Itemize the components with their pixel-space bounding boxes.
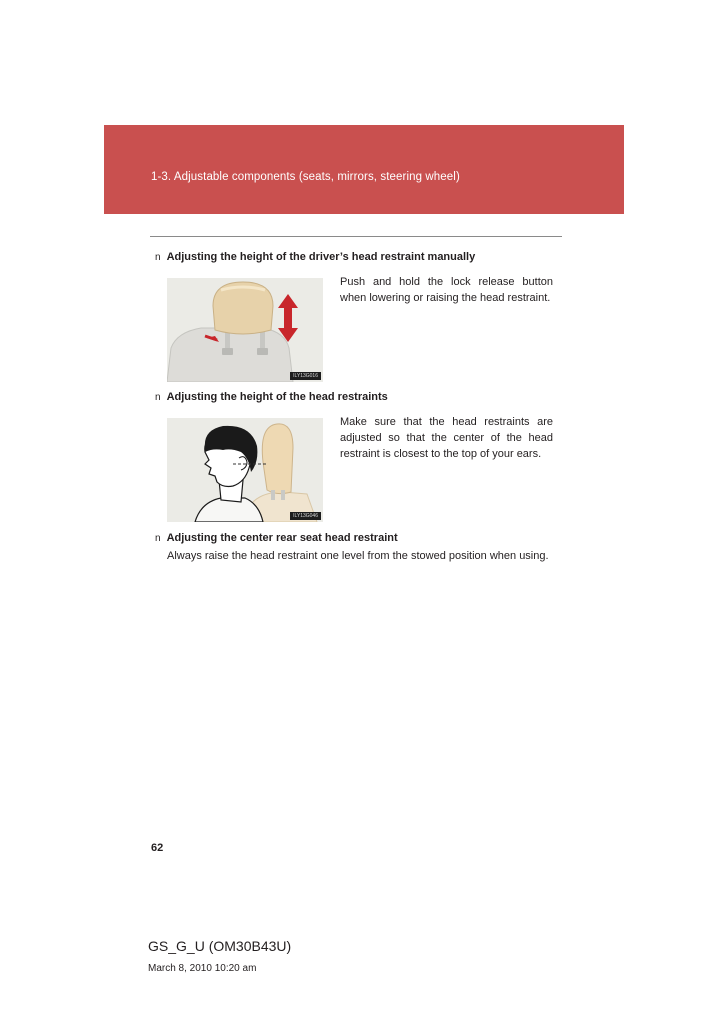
divider-line: [150, 236, 562, 237]
figure-code: ILY13G046: [290, 512, 321, 520]
section-banner: [104, 125, 624, 214]
bullet-marker: n: [155, 533, 161, 544]
instruction-text: Always raise the head restraint one level from the stowed position when using.: [167, 550, 549, 562]
section-title: 1-3. Adjustable components (seats, mirrors, steering wheel): [151, 171, 460, 183]
figure-code: ILY13G016: [290, 372, 321, 380]
head-restraint-illustration: [167, 278, 323, 382]
page-number: 62: [151, 842, 164, 854]
heading-head-restraints: [155, 391, 388, 403]
figure-head-restraint-adjust: [167, 278, 323, 382]
footer-date: March 8, 2010 10:20 am: [148, 963, 257, 974]
bullet-marker: n: [155, 392, 161, 403]
instruction-text: Push and hold the lock release button when lowering or raising the head restraint.: [340, 276, 553, 304]
heading-center-rear-head-restraint: [155, 532, 398, 544]
heading-text: Adjusting the center rear seat head restraint: [166, 532, 398, 544]
head-position-illustration: [167, 418, 323, 522]
footer-document-code: GS_G_U (OM30B43U): [148, 938, 292, 954]
heading-driver-head-restraint: [155, 251, 475, 263]
figure-head-position: [167, 418, 323, 522]
heading-text: Adjusting the height of the head restraints: [166, 391, 388, 403]
heading-text: Adjusting the height of the driver’s head restraint manually: [166, 251, 476, 263]
instruction-text: Make sure that the head restraints are adjusted so that the center of the head restraint is closest to the top of your ears.: [340, 416, 553, 460]
bullet-marker: n: [155, 252, 161, 263]
